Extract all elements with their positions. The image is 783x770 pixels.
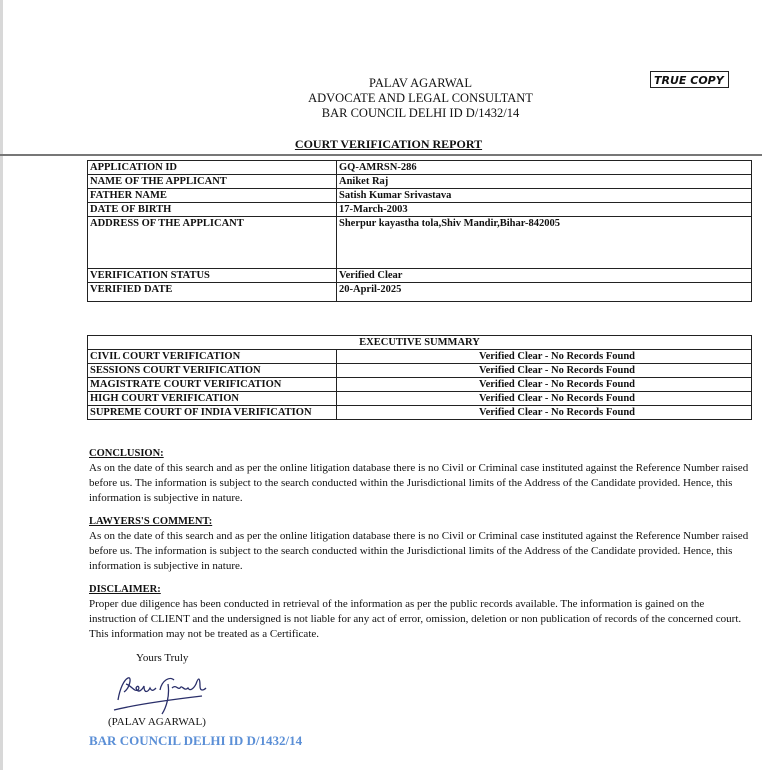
table-row: VERIFIED DATE 20-April-2025	[88, 283, 752, 302]
advocate-bar-id: BAR COUNCIL DELHI ID D/1432/14	[321, 106, 520, 120]
table-row: SUPREME COURT OF INDIA VERIFICATION Verified Clear - No Records Found	[88, 406, 752, 420]
table-row: SESSIONS COURT VERIFICATION Verified Clear - No Records Found	[88, 364, 752, 378]
true-copy-stamp: TRUE COPY	[650, 71, 729, 88]
table-row: APPLICATION ID GQ-AMRSN-286	[88, 161, 752, 175]
table-row: MAGISTRATE COURT VERIFICATION Verified Clear - No Records Found	[88, 378, 752, 392]
lawyers-comment-section: LAWYERS'S COMMENT: As on the date of this search and as per the online litigation database there is no Civil or Criminal case instituted against the Reference Number raised before us. The information is subject to the search conducted within the Jurisdictional limits of the Address of the Candidate provided. Hence, this information is subjective in nature.	[89, 516, 749, 572]
table-row: NAME OF THE APPLICANT Aniket Raj	[88, 175, 752, 189]
signatory-name: (PALAV AGARWAL)	[108, 716, 206, 728]
header-divider	[0, 154, 762, 156]
executive-summary-table	[87, 335, 752, 420]
applicant-details-table	[87, 160, 752, 302]
signature-image	[108, 670, 218, 718]
table-row: FATHER NAME Satish Kumar Srivastava	[88, 189, 752, 203]
table-row: VERIFICATION STATUS Verified Clear	[88, 269, 752, 283]
salutation: Yours Truly	[136, 652, 189, 664]
table-row: ADDRESS OF THE APPLICANT Sherpur kayastha tola,Shiv Mandir,Bihar-842005	[88, 217, 752, 269]
table-row: CIVIL COURT VERIFICATION Verified Clear - No Records Found	[88, 350, 752, 364]
disclaimer-section: DISCLAIMER: Proper due diligence has been conducted in retrieval of the information as per the public records available. The information is gained on the instruction of CLIENT and the undersigned is not liable for any act of error, omission, deletion or non publication of records of the concerned court. This information may not be treated as a Certificate.	[89, 584, 742, 640]
advocate-title: ADVOCATE AND LEGAL CONSULTANT	[308, 91, 533, 105]
table-row: DATE OF BIRTH 17-March-2003	[88, 203, 752, 217]
advocate-name: PALAV AGARWAL	[369, 76, 472, 90]
signatory-bar-id: BAR COUNCIL DELHI ID D/1432/14	[89, 733, 303, 748]
conclusion-section: CONCLUSION: As on the date of this search and as per the online litigation database there is no Civil or Criminal case instituted against the Reference Number raised before us. The information is subject to the search conducted within the Jurisdictional limits of the Address of the Candidate provided. Hence, this information is subjective in nature.	[89, 448, 749, 504]
report-title: COURT VERIFICATION REPORT	[294, 137, 483, 151]
table-row: HIGH COURT VERIFICATION Verified Clear - No Records Found	[88, 392, 752, 406]
summary-heading: EXECUTIVE SUMMARY	[88, 336, 752, 350]
